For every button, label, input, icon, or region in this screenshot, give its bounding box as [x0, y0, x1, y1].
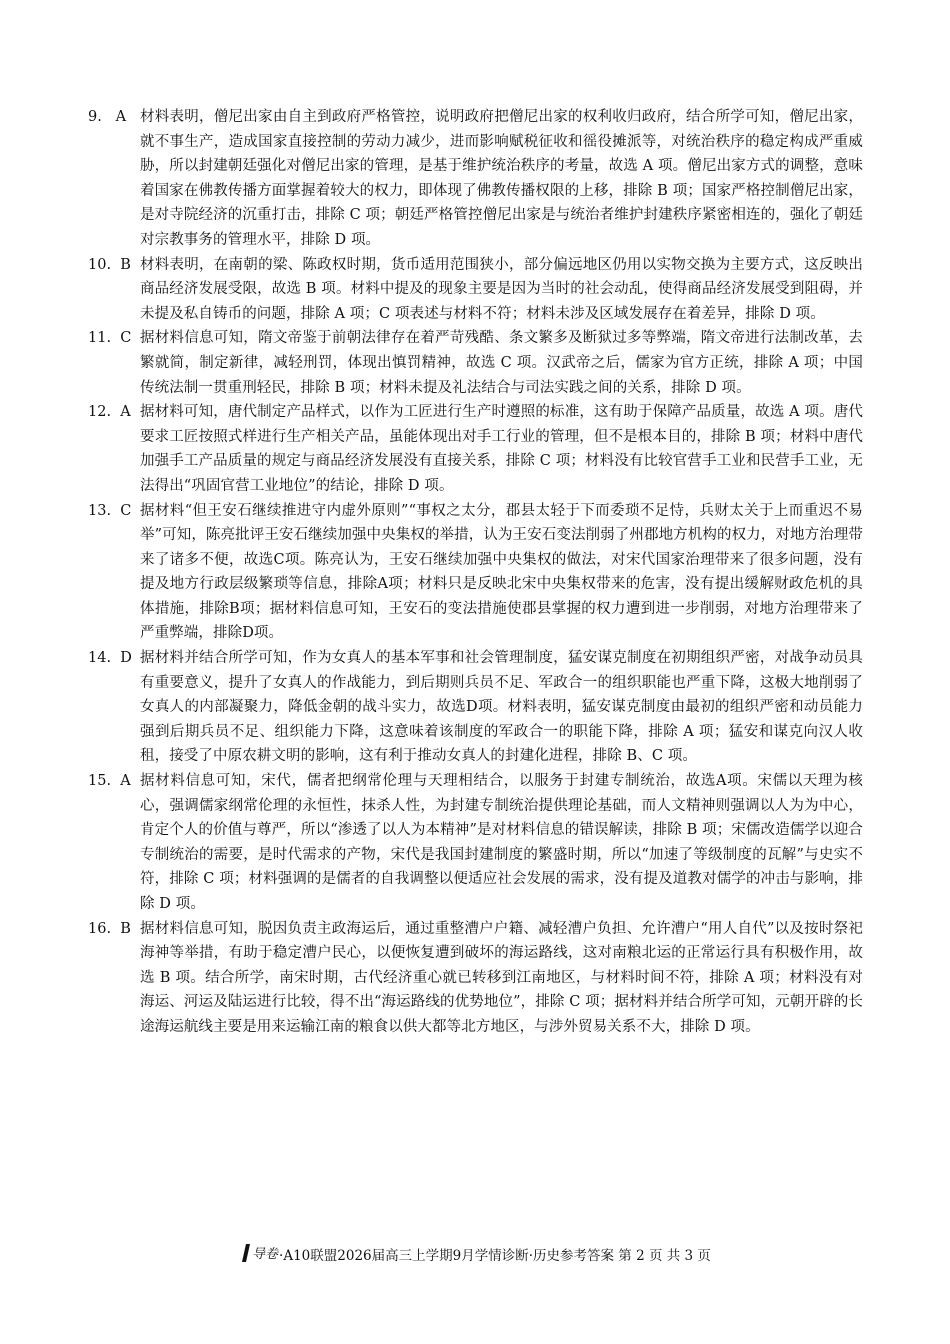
item-number-label: 9. A	[88, 109, 127, 125]
explanation-text: 据材料信息可知，脱因负责主政海运后，通过重整漕户户籍、减轻漕户负担、允许漕户“用人自代”以及按时祭祀海神等举措，有助于稳定漕户民心，以便恢复遭到破坏的海运路线，这对南粮北运的正常运行具有积极作用，故选 B 项。结合所学，南宋时期，古代经济重心就已转移到江南地区，与材料时间不符，排除 A 项；材料没有对海运、河运及陆运进行比较，得不出“海运路线的优势地位”，排除 C 项；据材料并结合所学可知，元朝开辟的长途海运航线主要是用来运输江南的粮食以供大都等北方地区，与涉外贸易关系不大，排除 D 项。	[140, 920, 863, 1035]
explanation-text: 据材料信息可知，隋文帝鉴于前朝法律存在着严苛残酷、条文繁多及断狱过多等弊端，隋文帝进行法制改革，去繁就简，制定新律，减轻刑罚，体现出慎罚精神，故选 C 项。汉武帝之后，儒家为官方正统，排除 A 项；中国传统法制一贯重刑轻民，排除 B 项；材料未提及礼法结合与司法实践之间的关系，排除 D 项。	[140, 330, 863, 396]
item-number-label: 12. A	[88, 404, 131, 421]
answer-item-13	[88, 499, 863, 647]
answer-item-14	[88, 646, 863, 769]
answer-list	[88, 105, 863, 1040]
item-number-label: 16. B	[88, 920, 131, 937]
page-footer	[0, 1242, 950, 1266]
item-number-label: 11. C	[88, 330, 132, 347]
explanation-text: 材料表明，僧尼出家由自主到政府严格管控，说明政府把僧尼出家的权利收归政府，结合所学可知，僧尼出家，就不事生产，造成国家直接控制的劳动力减少，进而影响赋税征收和徭役摊派等，对统治秩序的稳定构成严重威胁，所以封建朝廷强化对僧尼出家的管理，是基于维护统治秩序的考量，故选 A 项。僧尼出家方式的调整，意味着国家在佛教传播方面掌握着较大的权力，即体现了佛教传播权限的上移，排除 B 项；国家严格控制僧尼出家，是对寺院经济的沉重打击，排除 C 项；朝廷严格管控僧尼出家是与统治者维护封建秩序紧密相连的，强化了朝廷对宗教事务的管理水平，排除 D 项。	[140, 109, 863, 248]
svg-text:导卷: 导卷	[252, 1247, 279, 1262]
answer-item-11	[88, 326, 863, 400]
item-number-label: 15. A	[88, 773, 131, 790]
explanation-text: 材料表明，在南朝的梁、陈政权时期，货币适用范围狭小，部分偏远地区仍用以实物交换为主要方式，这反映出商品经济发展受限，故选 B 项。材料中提及的现象主要是因为当时的社会动乱，使得商品经济发展受到阻碍，并未提及私自铸币的问题，排除 A 项；C 项表述与材料不符；材料未涉及区域发展存在着差异，排除 D 项。	[140, 256, 863, 322]
answer-item-10	[88, 253, 863, 327]
footer-text: ·A10联盟2026届高三上学期9月学情诊断·历史参考答案 第 2 页 共 3 页	[279, 1248, 711, 1264]
answer-item-12	[88, 400, 863, 498]
item-number-label: 10. B	[88, 256, 131, 273]
explanation-text: 据材料可知，唐代制定产品样式，以作为工匠进行生产时遵照的标准，这有助于保障产品质量，故选 A 项。唐代要求工匠按照式样进行生产相关产品，虽能体现出对手工行业的管理，但不是根本目的，排除 B 项；材料中唐代加强手工产品质量的规定与商品经济发展没有直接关系，排除 C 项；材料没有比较官营手工业和民营手工业，无法得出“巩固官营工业地位”的结论，排除 D 项。	[140, 404, 863, 494]
brand-logo-icon	[239, 1242, 279, 1264]
answer-item-16	[88, 917, 863, 1040]
answer-item-9	[88, 105, 863, 253]
explanation-text: 据材料“但王安石继续推进守内虚外原则”“事权之太分，郡县太轻于下而委琐不足恃，兵财太关于上而重迟不易举”可知，陈亮批评王安石继续加强中央集权的举措，认为王安石变法削弱了州郡地方机构的权力，对地方治理带来了诸多不便，故选C项。陈亮认为，王安石继续加强中央集权的做法，对宋代国家治理带来了很多问题，没有提及地方行政层级繁琐等信息，排除A项；材料只是反映北宋中央集权带来的危害，没有提出缓解财政危机的具体措施，排除B项；据材料信息可知，王安石的变法措施使郡县掌握的权力遭到进一步削弱，对地方治理带来了严重弊端，排除D项。	[140, 502, 863, 642]
answer-item-15	[88, 769, 863, 917]
explanation-text: 据材料信息可知，宋代，儒者把纲常伦理与天理相结合，以服务于封建专制统治，故选A项。宋儒以天理为核心，强调儒家纲常伦理的永恒性，抹杀人性，为封建专制统治提供理论基础，而人文精神则强调以人为为中心，肯定个人的价值与尊严，所以“渗透了以人为本精神”是对材料信息的错误解读，排除 B 项；宋儒改造儒学以迎合专制统治的需要，是时代需求的产物，宋代是我国封建制度的繁盛时期，所以“加速了等级制度的瓦解”与史实不符，排除 C 项；材料强调的是儒者的自我调整以便适应社会发展的需求，没有提及道教对儒学的冲击与影响，排除 D 项。	[140, 773, 863, 912]
explanation-text: 据材料并结合所学可知，作为女真人的基本军事和社会管理制度，猛安谋克制度在初期组织严密，对战争动员具有重要意义，提升了女真人的作战能力，到后期则兵员不足、军政合一的组织职能也严重下降，这极大地削弱了女真人的内部凝聚力，降低金朝的战斗实力，故选D项。材料表明，猛安谋克制度由最初的组织严密和动员能力强到后期兵员不足、组织能力下降，这意味着该制度的军政合一的职能下降，排除 A 项；猛安和谋克向汉人收租，接受了中原农耕文明的影响，这有利于推动女真人的封建化进程，排除 B、C 项。	[140, 650, 863, 765]
item-number-label: 13. C	[88, 502, 132, 519]
item-number-label: 14. D	[88, 650, 132, 667]
